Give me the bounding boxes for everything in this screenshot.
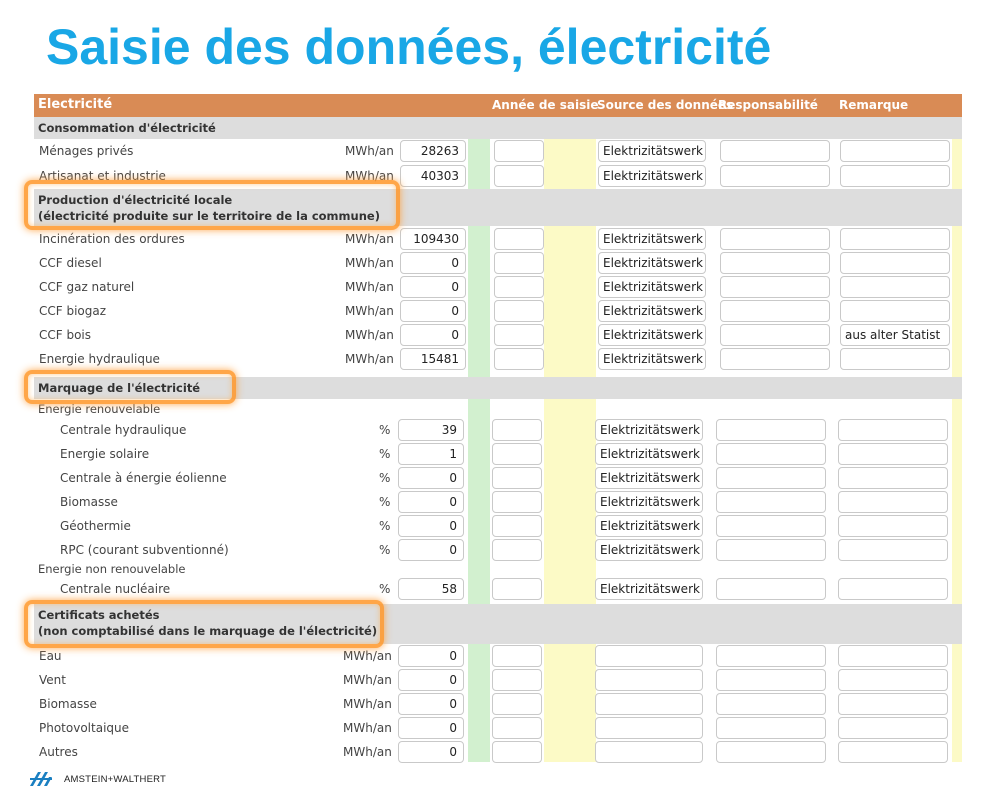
value-input[interactable]: 28263 [400,140,466,162]
responsibility-input[interactable] [716,539,826,561]
row-label: CCF diesel [39,256,102,270]
value-input[interactable]: 0 [398,539,464,561]
remark-input[interactable] [838,645,948,667]
value-input[interactable]: 40303 [400,165,466,187]
value-input[interactable]: 0 [400,300,466,322]
value-input[interactable]: 0 [398,717,464,739]
remark-input[interactable] [838,419,948,441]
responsibility-input[interactable] [720,165,830,187]
value-input[interactable]: 0 [398,467,464,489]
row-unit: MWh/an [345,304,394,318]
table-row [34,275,962,299]
source-input[interactable]: Elektrizitätswerk [595,491,703,513]
year-input[interactable] [494,252,544,274]
row-unit: MWh/an [345,256,394,270]
value-input[interactable]: 0 [398,491,464,513]
table-row [34,490,962,514]
value-input[interactable]: 15481 [400,348,466,370]
table-header [34,94,962,117]
row-label: RPC (courant subventionné) [60,543,229,557]
row-unit: MWh/an [343,721,392,735]
year-input[interactable] [492,515,542,537]
value-input[interactable]: 0 [400,324,466,346]
value-input[interactable]: 0 [398,515,464,537]
year-input[interactable] [492,645,542,667]
source-input[interactable]: Elektrizitätswerk [598,252,706,274]
row-unit: MWh/an [345,169,394,183]
section-marking-title: Marquage de l'électricité [38,381,201,395]
year-input[interactable] [492,669,542,691]
row-unit: MWh/an [343,649,392,663]
amstein-walthert-logo-icon [30,772,52,786]
responsibility-input[interactable] [716,669,826,691]
year-input[interactable] [492,491,542,513]
table-row [34,418,962,442]
row-unit: % [379,582,391,596]
source-input[interactable]: Elektrizitätswerk [595,515,703,537]
highlight-marking [24,370,236,404]
year-input[interactable] [492,467,542,489]
source-input[interactable]: Elektrizitätswerk [598,165,706,187]
value-input[interactable]: 0 [398,693,464,715]
row-label: CCF gaz naturel [39,280,135,294]
row-unit: % [379,471,391,485]
remark-input[interactable] [838,693,948,715]
remark-input[interactable] [840,140,950,162]
table-row [34,514,962,538]
year-input[interactable] [494,324,544,346]
year-input[interactable] [492,578,542,600]
highlight-certificates [24,600,384,648]
table-row [34,139,962,163]
responsibility-input[interactable] [716,443,826,465]
row-label: Biomasse [60,495,118,509]
responsibility-input[interactable] [716,467,826,489]
row-label: Artisanat et industrie [39,169,166,183]
source-input[interactable]: Elektrizitätswerk [598,140,706,162]
remark-input[interactable] [838,669,948,691]
table-row [34,227,962,251]
responsibility-input[interactable] [720,252,830,274]
row-unit: MWh/an [343,673,392,687]
remark-input[interactable] [838,443,948,465]
row-label: CCF bois [39,328,92,342]
value-input[interactable]: 0 [398,669,464,691]
responsibility-input[interactable] [716,491,826,513]
header-source: Source des données [597,98,734,112]
row-label: Photovoltaique [39,721,130,735]
value-input[interactable]: 0 [398,741,464,763]
value-input[interactable]: 1 [398,443,464,465]
responsibility-input[interactable] [716,645,826,667]
row-unit: % [379,447,391,461]
renewable-label: Energie renouvelable [38,402,161,416]
row-unit: % [379,519,391,533]
header-year: Année de saisie [492,98,599,112]
year-input[interactable] [492,693,542,715]
year-input[interactable] [492,741,542,763]
remark-input[interactable] [838,578,948,600]
responsibility-input[interactable] [716,717,826,739]
row-label: Ménages privés [39,144,134,158]
row-unit: MWh/an [345,232,394,246]
source-input[interactable]: Elektrizitätswerk [598,228,706,250]
remark-input[interactable] [838,491,948,513]
row-label: CCF biogaz [39,304,107,318]
table-row [34,251,962,275]
value-input[interactable]: 109430 [400,228,466,250]
responsibility-input[interactable] [716,419,826,441]
year-input[interactable] [492,717,542,739]
year-input[interactable] [494,228,544,250]
remark-input[interactable] [838,741,948,763]
row-unit: MWh/an [345,352,394,366]
value-input[interactable]: 58 [398,578,464,600]
remark-input[interactable] [838,539,948,561]
table-row [34,442,962,466]
section-consumption-title: Consommation d'électricité [38,121,216,135]
source-input[interactable]: Elektrizitätswerk [595,578,703,600]
remark-input[interactable] [840,348,950,370]
section-certificates-subtitle: (non comptabilisé dans le marquage de l'électricité) [38,624,378,638]
table-row [34,577,962,601]
nonrenewable-label: Energie non renouvelable [38,562,186,576]
table-row [34,538,962,562]
section-consumption [34,117,962,139]
company-name: AMSTEIN+WALTHERT [64,774,166,785]
value-input[interactable]: 0 [400,252,466,274]
remark-input[interactable] [840,276,950,298]
source-input[interactable]: Elektrizitätswerk [598,348,706,370]
source-input[interactable] [595,717,703,739]
responsibility-input[interactable] [716,578,826,600]
source-input[interactable]: Elektrizitätswerk [595,467,703,489]
year-input[interactable] [494,140,544,162]
year-input[interactable] [494,348,544,370]
value-input[interactable]: 0 [398,645,464,667]
remark-input[interactable] [838,467,948,489]
source-input[interactable]: Elektrizitätswerk [595,419,703,441]
remark-input[interactable] [838,515,948,537]
highlight-production [24,180,400,230]
row-label: Géothermie [60,519,131,533]
table-row [34,740,962,764]
row-unit: MWh/an [343,745,392,759]
source-input[interactable]: Elektrizitätswerk [598,300,706,322]
source-input[interactable]: Elektrizitätswerk [595,443,703,465]
year-input[interactable] [492,419,542,441]
source-input[interactable] [595,645,703,667]
row-label: Vent [39,673,66,687]
section-production-subtitle: (électricité produite sur le territoire de la commune) [38,209,380,223]
year-input[interactable] [492,443,542,465]
year-input[interactable] [492,539,542,561]
header-remark: Remarque [839,98,909,112]
row-unit: MWh/an [345,280,394,294]
row-label: Autres [39,745,78,759]
responsibility-input[interactable] [716,693,826,715]
remark-input[interactable] [840,228,950,250]
row-unit: % [379,495,391,509]
source-input[interactable] [595,669,703,691]
year-input[interactable] [494,300,544,322]
slide-title: Saisie des données, électricité [46,19,772,75]
source-input[interactable]: Elektrizitätswerk [595,539,703,561]
row-label: Centrale hydraulique [60,423,187,437]
electricity-form [34,94,962,762]
responsibility-input[interactable] [720,228,830,250]
row-unit: MWh/an [345,144,394,158]
responsibility-input[interactable] [720,140,830,162]
value-input[interactable]: 39 [398,419,464,441]
responsibility-input[interactable] [720,300,830,322]
row-unit: % [379,543,391,557]
remark-input[interactable] [840,252,950,274]
table-row [34,323,962,347]
remark-input[interactable]: aus alter Statist [840,324,950,346]
row-unit: % [379,423,391,437]
responsibility-input[interactable] [720,276,830,298]
table-row [34,692,962,716]
remark-input[interactable] [838,717,948,739]
row-label: Centrale nucléaire [60,582,171,596]
remark-input[interactable] [840,165,950,187]
value-input[interactable]: 0 [400,276,466,298]
year-input[interactable] [494,276,544,298]
source-input[interactable]: Elektrizitätswerk [598,324,706,346]
source-input[interactable] [595,741,703,763]
remark-input[interactable] [840,300,950,322]
table-row [34,347,962,371]
row-label: Incinération des ordures [39,232,185,246]
row-unit: MWh/an [343,697,392,711]
header-title: Electricité [38,97,113,112]
table-row [34,668,962,692]
header-responsibility: Responsabilité [718,98,818,112]
table-row [34,299,962,323]
row-label: Centrale à énergie éolienne [60,471,227,485]
source-input[interactable] [595,693,703,715]
row-label: Eau [39,649,62,663]
section-certificates-title: Certificats achetés [38,608,160,622]
row-label: Biomasse [39,697,97,711]
section-production-title: Production d'électricité locale [38,193,233,207]
responsibility-input[interactable] [720,348,830,370]
responsibility-input[interactable] [720,324,830,346]
table-row [34,716,962,740]
row-label: Energie solaire [60,447,150,461]
responsibility-input[interactable] [716,515,826,537]
row-unit: MWh/an [345,328,394,342]
responsibility-input[interactable] [716,741,826,763]
table-row [34,466,962,490]
row-label: Energie hydraulique [39,352,160,366]
year-input[interactable] [494,165,544,187]
source-input[interactable]: Elektrizitätswerk [598,276,706,298]
